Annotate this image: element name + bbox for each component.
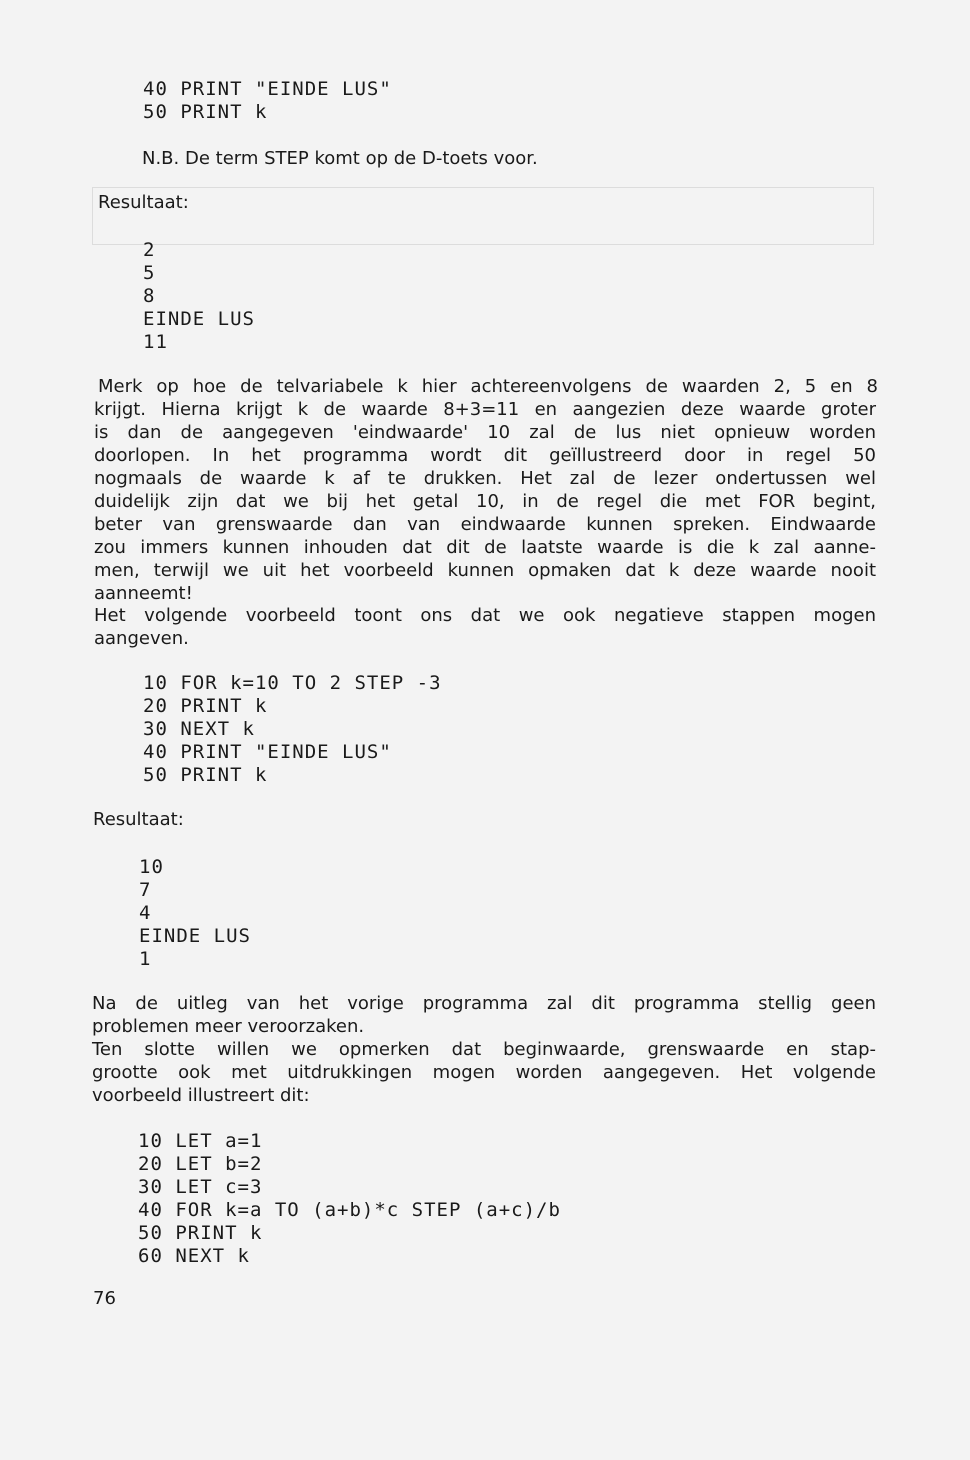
code-line: 40 PRINT "EINDE LUS" [143,741,392,763]
result-line: EINDE LUS [143,308,255,330]
paragraph-line: doorlopen. In het programma wordt dit geïllustreerd door in regel 50 [94,445,876,466]
result-line: 11 [143,331,168,353]
result-line: 5 [143,262,156,284]
paragraph-line: aanneemt! [94,583,193,604]
paragraph-line: Ten slotte willen we opmerken dat beginwaarde, grenswaarde en stap- [92,1039,876,1060]
paragraph-line: grootte ook met uitdrukkingen mogen worden aangegeven. Het volgende [92,1062,876,1083]
code-line: 10 FOR k=10 TO 2 STEP -3 [143,672,442,694]
bleed-through-box [92,187,874,245]
result-line: 1 [139,948,152,970]
paragraph-line: Na de uitleg van het vorige programma zal dit programma stellig geen [92,993,876,1014]
result-line: 10 [139,856,164,878]
note-text: N.B. De term STEP komt op de D-toets voor. [142,148,538,169]
paragraph-line: nogmaals de waarde k af te drukken. Het zal de lezer ondertussen wel [94,468,876,489]
paragraph-line: problemen meer veroorzaken. [92,1016,365,1037]
paragraph-line: aangeven. [94,628,189,649]
result-line: 7 [139,879,152,901]
paragraph-line: zou immers kunnen inhouden dat dit de laatste waarde is die k zal aanne- [94,537,876,558]
result-line: 2 [143,239,156,261]
code-line: 50 PRINT k [143,101,268,123]
paragraph-line: Merk op hoe de telvariabele k hier achtereenvolgens de waarden 2, 5 en 8 [98,376,878,397]
result-line: 4 [139,902,152,924]
result-label: Resultaat: [93,809,184,830]
code-line: 50 PRINT k [143,764,268,786]
result-label: Resultaat: [98,192,189,213]
code-line: 40 FOR k=a TO (a+b)*c STEP (a+c)/b [138,1199,561,1221]
paragraph-line: duidelijk zijn dat we bij het getal 10, in de regel die met FOR begint, [94,491,876,512]
result-line: 8 [143,285,156,307]
code-line: 30 LET c=3 [138,1176,263,1198]
paragraph-line: Het volgende voorbeeld toont ons dat we ook negatieve stappen mogen [94,605,876,626]
paragraph-line: krijgt. Hierna krijgt k de waarde 8+3=11 en aangezien deze waarde groter [94,399,876,420]
result-line: EINDE LUS [139,925,251,947]
paragraph-line: is dan de aangegeven 'eindwaarde' 10 zal de lus niet opnieuw worden [94,422,876,443]
code-line: 60 NEXT k [138,1245,250,1267]
page-number: 76 [93,1288,116,1309]
code-line: 50 PRINT k [138,1222,263,1244]
paragraph-line: beter van grenswaarde dan van eindwaarde kunnen spreken. Eindwaarde [94,514,876,535]
code-line: 30 NEXT k [143,718,255,740]
code-line: 40 PRINT "EINDE LUS" [143,78,392,100]
code-line: 20 PRINT k [143,695,268,717]
code-line: 10 LET a=1 [138,1130,263,1152]
code-line: 20 LET b=2 [138,1153,263,1175]
paragraph-line: voorbeeld illustreert dit: [92,1085,310,1106]
paragraph-line: men, terwijl we uit het voorbeeld kunnen opmaken dat k deze waarde nooit [94,560,876,581]
